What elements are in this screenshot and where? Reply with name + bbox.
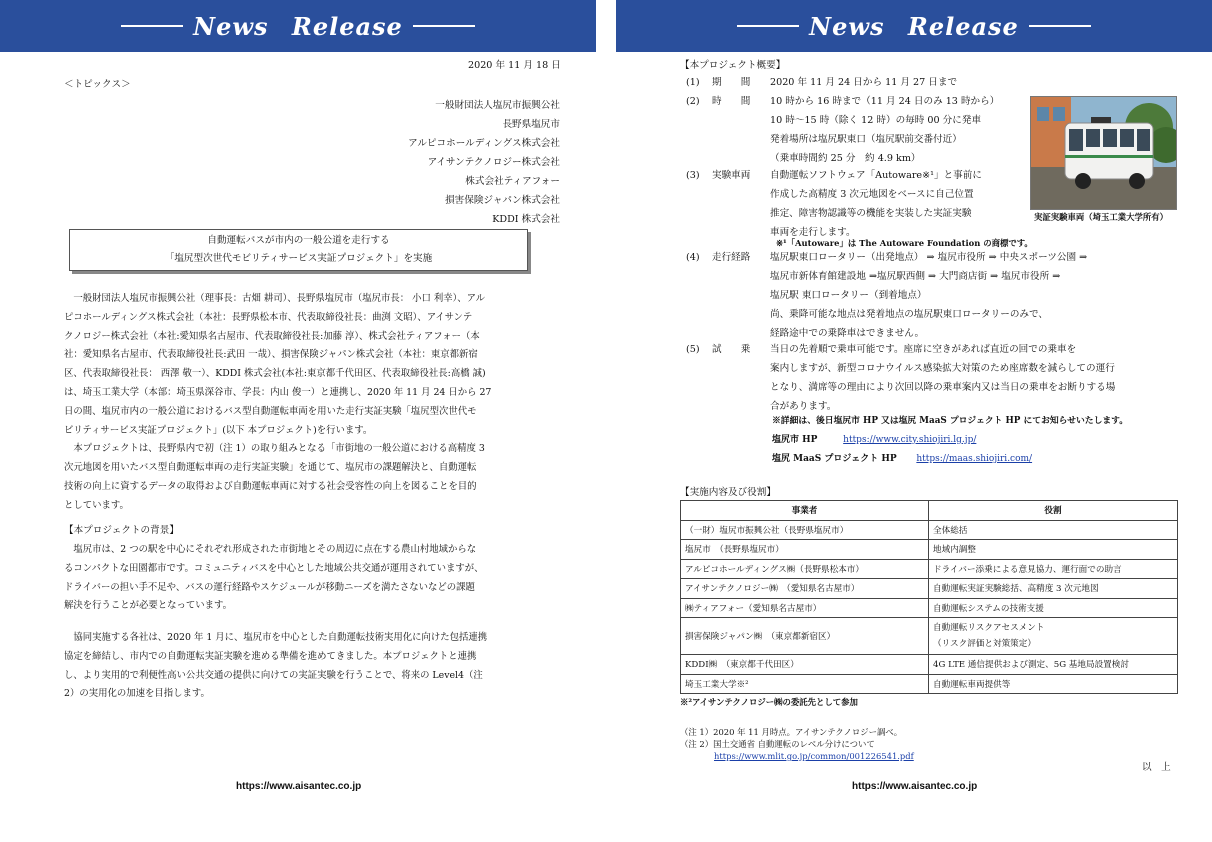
text-line: 塩尻駅 東口ロータリー（到着地点）: [770, 290, 927, 301]
info-note: ※詳細は、後日塩尻市 HP 又は塩尻 MaaS プロジェクト HP にてお知らせいたします。: [772, 416, 1129, 426]
text-line: 協定を締結し、市内での自動運転実証実験を進める準備を進めてきました。本プロジェクトと連携: [64, 650, 477, 662]
text-line: 次元地図を用いたバス型自動運転車両の走行実証実験」を通じて、塩尻市の課題解決と、自動運転: [64, 462, 477, 474]
maas-hp-row: [772, 451, 1032, 464]
banner-rule-right: [413, 25, 475, 27]
table-cell: 自動運転システムの技術支援: [929, 598, 1178, 618]
table-cell: 自動運転車両提供等: [929, 674, 1178, 694]
text-line: 日の間、塩尻市内の一般公道におけるバス型自動運転車両を用いた走行実証実験「塩尻型次世代モ: [64, 405, 477, 417]
text-line: 塩尻駅東口ロータリー（出発地点） ⇒ 塩尻市役所 ⇒ 中央スポーツ公園 ⇒: [770, 252, 1088, 263]
text-line: となり、満席等の理由により次回以降の乗車案内又は当日の乗車をお断りする場: [770, 382, 1116, 393]
bus-illustration: [1031, 97, 1176, 209]
text-line: 2）の実用化の加速を目指します。: [64, 688, 210, 700]
text-line: としています。: [64, 499, 129, 511]
table-row: [681, 520, 1178, 540]
footer-url-link[interactable]: https://www.aisantec.co.jp: [852, 781, 978, 792]
link-label: 塩尻市 HP: [772, 435, 818, 445]
table-row: [681, 598, 1178, 618]
text-line: 案内しますが、新型コロナウイルス感染拡大対策のため座席数を減らしての運行: [770, 363, 1115, 374]
text-line: 塩尻市新体育館建設地 ⇒塩尻駅西側 ⇒ 大門商店街 ⇒ 塩尻市役所 ⇒: [770, 271, 1061, 282]
text-line: は、埼玉工業大学（本部：埼玉県深谷市、学長：内山 俊一）と連携し、2020 年 11 月 24 日から 27: [64, 386, 492, 398]
text-line: 区、代表取締役社長： 西澤 敬一）、KDDI 株式会社(本社:東京都千代田区、代表取締役社長:高橋 誠): [64, 368, 486, 380]
headline-line: 「塩尻型次世代モビリティサービス実証プロジェクト」を実施: [164, 253, 433, 264]
company-list: [300, 96, 560, 229]
banner-title: News Release: [809, 11, 1019, 41]
period-text: 2020 年 11 月 24 日から 11 月 27 日まで: [770, 77, 958, 88]
table-row: [681, 579, 1178, 599]
text-line: るコンパクトな田園都市です。コミュニティバスを中心とした地域公共交通が運用されていますが、: [64, 562, 484, 574]
item-number: (4): [686, 252, 700, 263]
text-line: 一般財団法人塩尻市振興公社（理事長：古畑 耕司）、長野県塩尻市（塩尻市長： 小口 利幸）、アル: [64, 293, 486, 304]
table-cell: （一財）塩尻市振興公社（長野県塩尻市）: [681, 520, 929, 540]
table-cell: 自動運転実証実験総括、高精度 3 次元地図: [929, 579, 1178, 599]
item-label-ride: 試 乗: [712, 344, 751, 355]
company-name: KDDI 株式会社: [492, 214, 560, 225]
company-name: アルピコホールディングス株式会社: [408, 138, 560, 149]
text-line: 塩尻市は、2 つの駅を中心にそれぞれ形成された市街地とその周辺に点在する農山村地域からな: [64, 544, 477, 555]
banner-rule-left: [737, 25, 799, 27]
table-note: ※²アイサンテクノロジー㈱の委託先として参加: [680, 697, 858, 707]
footnote: （注 2）国土交通省 自動運転のレベル分けについて: [680, 739, 875, 749]
cooperation-paragraph: [64, 629, 562, 704]
page-right: [616, 0, 1212, 842]
intro-paragraph: [64, 290, 562, 516]
item-number: (3): [686, 170, 700, 181]
table-row: [681, 540, 1178, 560]
page-left: [0, 0, 596, 842]
footnotes: [680, 726, 914, 762]
table-cell: ㈱ティアフォー（愛知県名古屋市）: [681, 598, 929, 618]
item-label-vehicle: 実験車両: [712, 170, 751, 181]
text-line: ビリティサービス実証プロジェクト」(以下 本プロジェクト)を行います。: [64, 424, 373, 436]
text-line: 作成した高精度 3 次元地図をベースに自己位置: [770, 189, 974, 200]
text-line: 車両を走行します。: [770, 227, 856, 238]
table-header: 事業者: [681, 501, 929, 521]
table-cell: アルピコホールディングス㈱（長野県松本市）: [681, 559, 929, 579]
release-date: 2020 年 11 月 18 日: [468, 60, 561, 71]
text-line: し、より実用的で利便性高い公共交通の提供に向けての実証実験を行うことで、将来の Level4（注: [64, 669, 483, 681]
company-name: 株式会社ティアフォー: [465, 176, 560, 187]
table-cell: KDDI㈱ （東京都千代田区）: [681, 655, 929, 675]
text-line: 技術の向上に資するデータの取得および自動運転車両に対する社会受容性の向上を図ることを目的: [64, 480, 477, 492]
company-name: 一般財団法人塩尻市振興公社: [435, 100, 560, 111]
table-cell: 損害保険ジャパン㈱ （東京都新宿区）: [681, 618, 929, 655]
footer-url-link[interactable]: https://www.aisantec.co.jp: [236, 781, 362, 792]
item-number: (5): [686, 344, 700, 355]
text-line: 自動運転ソフトウェア「Autoware※¹」と事前に: [770, 170, 982, 181]
table-row: [681, 655, 1178, 675]
item-label-time: 時 間: [712, 96, 751, 107]
text-line: （乗車時間約 25 分 約 4.9 km）: [770, 153, 921, 164]
text-line: 合があります。: [770, 401, 837, 412]
photo-caption: 実証実験車両（埼玉工業大学所有）: [1034, 212, 1168, 222]
autoware-trademark-note: ※¹「Autoware」は The Autoware Foundation の商標です。: [776, 238, 1033, 248]
ride-text: [770, 340, 1115, 416]
footnote-url-link[interactable]: https://www.mlit.go.jp/common/001226541.pdf: [714, 751, 914, 761]
text-line: 10 時～15 時（除く 12 時）の毎時 00 分に発車: [770, 115, 982, 126]
headline-line: 自動運転バスが市内の一般公道を走行する: [207, 235, 390, 246]
company-name: 損害保険ジャパン株式会社: [445, 195, 560, 206]
news-release-banner: [616, 0, 1212, 52]
background-paragraph: [64, 541, 562, 616]
risk-sub-line: （リスク評価と対策策定）: [933, 639, 1036, 649]
text-line: 本プロジェクトは、長野県内で初（注 1）の取り組みとなる「市街地の一般公道における高精度 3: [64, 443, 485, 455]
text-line: 当日の先着順で乗車可能です。座席に空きがあれば直近の回での乗車を: [770, 344, 1077, 355]
table-cell: 全体総括: [929, 520, 1178, 540]
table-row: [681, 559, 1178, 579]
text-line: 解決を行うことが必要となっています。: [64, 600, 233, 612]
text-line: 発着場所は塩尻駅東口（塩尻駅前交番付近）: [770, 134, 962, 145]
text-line: 協同実施する各社は、2020 年 1 月に、塩尻市を中心とした自動運転技術実用化に向けた包括連携: [64, 632, 488, 643]
table-row: [681, 674, 1178, 694]
text-line: 経路途中での乗降車はできません。: [770, 328, 925, 339]
item-label-period: 期 間: [712, 77, 751, 88]
text-line: 推定、障害物認識等の機能を実装した実証実験: [770, 208, 972, 219]
text-line: 社：愛知県名古屋市、代表取締役社長:武田 一哉）、損害保険ジャパン株式会社（本社：東京都新宿: [64, 349, 478, 361]
table-cell: 4G LTE 通信提供および測定、5G 基地局設置検討: [929, 655, 1178, 675]
link-label: 塩尻 MaaS プロジェクト HP: [772, 454, 897, 464]
banner-rule-right: [1029, 25, 1091, 27]
text-line: クノロジー株式会社（本社:愛知県名古屋市、代表取締役社長:加藤 淳）、株式会社ティアフォー（本: [64, 330, 480, 342]
company-name: 長野県塩尻市: [502, 119, 560, 130]
item-number: (2): [686, 96, 700, 107]
risk-line: 自動運転リスクアセスメント: [933, 623, 1045, 633]
text-line: 尚、乗降可能な地点は発着地点の塩尻駅東口ロータリーのみで、: [770, 309, 1049, 320]
maas-hp-link[interactable]: https://maas.shiojiri.com/: [916, 454, 1033, 464]
vehicle-text: [770, 166, 982, 242]
shiojiri-hp-link[interactable]: https://www.city.shiojiri.lg.jp/: [843, 435, 977, 445]
route-text: [770, 248, 1087, 343]
background-heading: 【本プロジェクトの背景】: [64, 525, 179, 536]
banner-rule-left: [121, 25, 183, 27]
table-header: 役割: [929, 501, 1178, 521]
roles-heading: 【実施内容及び役割】: [680, 487, 776, 498]
table-cell: ドライバー添乗による意見協力、運行面での助言: [929, 559, 1178, 579]
table-cell: 塩尻市 （長野県塩尻市）: [681, 540, 929, 560]
text-line: ピコホールディングス株式会社（本社：長野県松本市、代表取締役社長：曲渕 文昭）、アイサンテ: [64, 311, 473, 323]
news-release-banner: [0, 0, 596, 52]
company-name: アイサンテクノロジー株式会社: [427, 157, 560, 168]
text-line: 10 時から 16 時まで（11 月 24 日のみ 13 時から）: [770, 96, 1000, 107]
item-number: (1): [686, 77, 700, 88]
table-row: [681, 618, 1178, 655]
table-header-row: [681, 501, 1178, 521]
roles-table: [680, 500, 1178, 694]
headline-box: [69, 229, 528, 271]
table-cell: アイサンテクノロジー㈱ （愛知県名古屋市）: [681, 579, 929, 599]
overview-heading: 【本プロジェクト概要】: [680, 60, 786, 71]
footnote: （注 1）2020 年 11 月時点。アイサンテクノロジー調べ。: [680, 727, 903, 737]
closing-mark: 以 上: [1142, 762, 1171, 773]
text-line: ドライバーの担い手不足や、バスの運行経路やスケジュールが移動ニーズを満たさないなどの課題: [64, 581, 475, 593]
vehicle-photo: [1030, 96, 1177, 210]
banner-title: News Release: [193, 11, 403, 41]
table-cell: 地域内調整: [929, 540, 1178, 560]
table-cell: 埼玉工業大学※²: [681, 674, 929, 694]
time-text: [770, 92, 999, 168]
item-label-route: 走行経路: [712, 252, 751, 263]
table-cell-risk: [929, 618, 1178, 655]
shiojiri-hp-row: [772, 432, 976, 445]
topics-label: ＜トピックス＞: [64, 79, 131, 90]
